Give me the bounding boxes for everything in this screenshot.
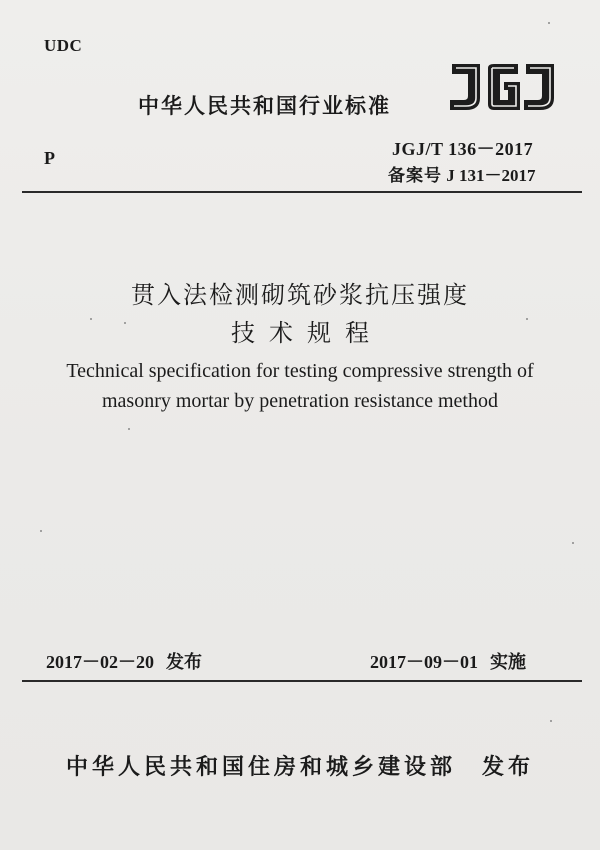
standard-type-heading: 中华人民共和国行业标准 bbox=[138, 94, 391, 118]
implement-date: 2017－09－01 bbox=[370, 652, 478, 672]
record-number: J 131－2017 bbox=[446, 166, 536, 185]
title-en-line2: masonry mortar by penetration resistance method bbox=[102, 390, 498, 412]
scan-speck bbox=[128, 428, 130, 430]
bottom-divider bbox=[22, 680, 582, 682]
issue-label: 发布 bbox=[166, 652, 202, 673]
scan-speck bbox=[526, 318, 528, 320]
category-code: P bbox=[44, 148, 55, 168]
udc-code: UDC bbox=[44, 36, 83, 55]
implement-label: 实施 bbox=[490, 652, 526, 673]
issue-date: 2017－02－20 bbox=[46, 652, 154, 672]
scan-speck bbox=[572, 542, 574, 544]
title-cn-line2: 技术规程 bbox=[231, 319, 383, 347]
title-cn-line1: 贯入法检测砌筑砂浆抗压强度 bbox=[131, 281, 469, 309]
issue-date-line bbox=[46, 648, 202, 674]
scan-speck bbox=[548, 22, 550, 24]
scan-speck bbox=[124, 322, 126, 324]
record-label: 备案号 bbox=[388, 166, 442, 186]
publisher-label: 发布 bbox=[482, 755, 535, 780]
record-number-line bbox=[388, 161, 536, 186]
jgj-logo bbox=[446, 58, 558, 114]
standard-number: JGJ/T 136－2017 bbox=[392, 139, 534, 159]
publisher-name: 中华人民共和国住房和城乡建设部 bbox=[66, 755, 457, 780]
top-divider bbox=[22, 191, 582, 193]
implement-date-line bbox=[370, 648, 526, 674]
scan-speck bbox=[40, 530, 42, 532]
scan-speck bbox=[550, 720, 552, 722]
scan-speck bbox=[90, 318, 92, 320]
jgj-logo-shapes bbox=[450, 64, 554, 110]
title-en-line1: Technical specification for testing compressive strength of bbox=[66, 360, 534, 382]
